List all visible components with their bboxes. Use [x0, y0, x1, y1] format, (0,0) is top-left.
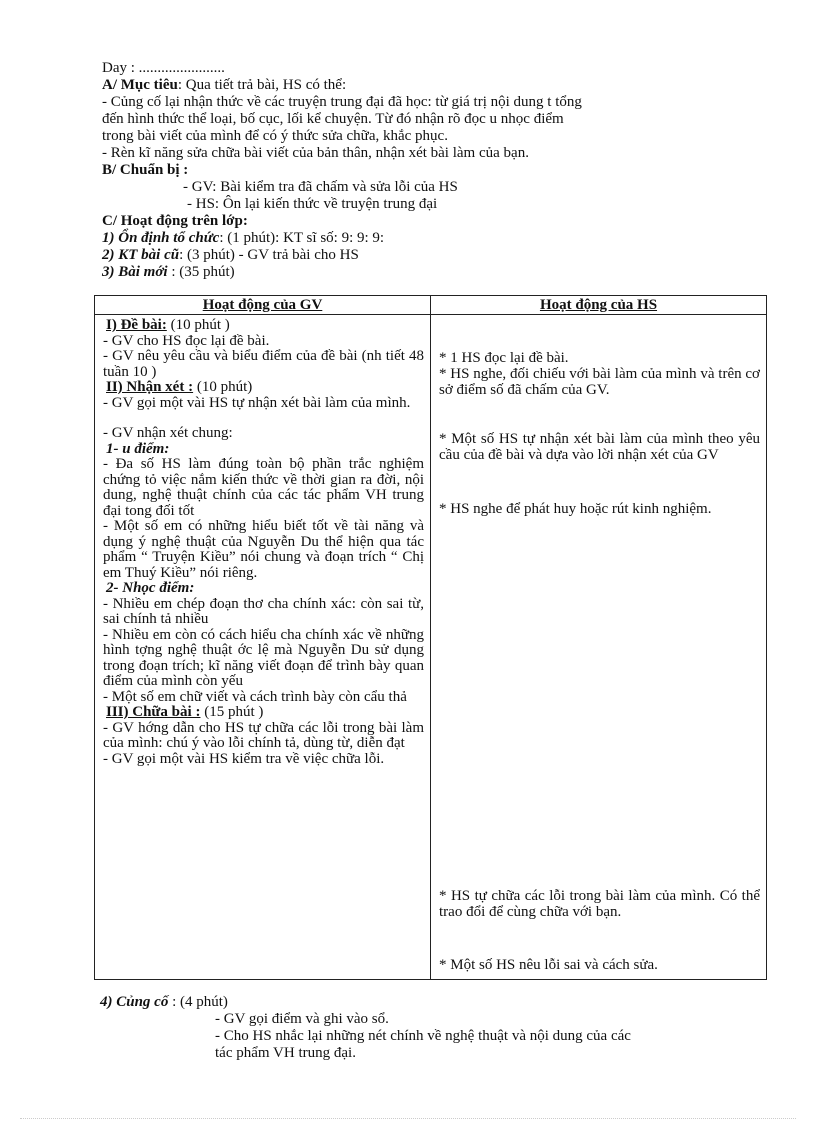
hs-a1: * 1 HS đọc lại đề bài.: [439, 350, 569, 366]
gv-section-i: [95, 318, 430, 334]
section-b-title: B/ Chuẩn bị :: [102, 162, 189, 178]
gv-nhuoc-3: - Một số em chữ viết và cách trình bày còn cẩu thả: [103, 688, 407, 705]
gv-ii-time: (10 phút): [193, 379, 253, 395]
gv-uu-1: - Đa số HS làm đúng toàn bộ phần trắc nghiệm chứng tỏ việc nắm kiến thức về thời gian ra đời, nội dung, nghệ thuật chính của các tác phẩm VH trung đại tong đối tốt: [103, 456, 424, 519]
section-4-title: 4) Củng cố: [100, 994, 169, 1010]
section-a-heading: [102, 77, 346, 94]
hs-a5: * HS tự chữa các lỗi trong bài làm của mình. Có thể trao đổi để cùng chữa với bạn.: [439, 888, 760, 920]
gv-ii-2: - GV nhận xét chung:: [103, 425, 233, 441]
section-4-heading: [100, 994, 228, 1011]
step2-label: 2) KT bài cũ: [102, 247, 180, 263]
section-b-gv: - GV: Bài kiểm tra đã chấm và sửa lỗi của HS: [183, 179, 458, 195]
hs-a6: * Một số HS nêu lỗi sai và cách sửa.: [439, 957, 658, 973]
hs-a2: * HS nghe, đối chiếu với bài làm của mình và trên cơ sở điểm số đã chấm của GV.: [439, 366, 760, 398]
activity-table: [94, 295, 767, 980]
step3-label: 3) Bài mới: [102, 264, 168, 280]
gv-i-title: I) Đề bài:: [106, 317, 167, 333]
gv-iii-2: - GV gọi một vài HS kiểm tra về việc chữa lỗi.: [103, 750, 385, 767]
section-a-line3: trong bài viết của mình để có ý thức sửa chữa, khắc phục.: [102, 128, 448, 144]
gv-ii-1: - GV gọi một vài HS tự nhận xét bài làm của mình.: [103, 394, 411, 411]
page-bottom-divider: [20, 1118, 796, 1119]
gv-iii-time: (15 phút ): [200, 704, 264, 720]
section-a-line1: - Củng cố lại nhận thức về các truyện trung đại đã học: từ giá trị nội dung t tổng: [102, 94, 582, 110]
gv-section-iii: [95, 705, 430, 721]
gv-nhuoc-2: - Nhiều em còn có cách hiểu cha chính xác về những hình tợng nghệ thuật ớc lệ mà Nguyễn Du sử dụng trong đoạn trích; kĩ năng viết đoạn để trình bày quan điểm của mình còn yếu: [103, 626, 424, 689]
col-header-gv: Hoạt động của GV: [95, 296, 431, 315]
gv-uu-2: - Một số em có những hiểu biết tốt về tài năng và dụng ý nghệ thuật của Nguyễn Du thể hiện qua tác phẩm “ Truyện Kiều” nói chung và đoạn trích “ Chị em Thuý Kiều” nói riêng.: [103, 518, 424, 581]
section-c-title: C/ Hoạt động trên lớp:: [102, 213, 248, 229]
step1-label: 1) Ổn định tổ chức: [102, 230, 220, 246]
section-a-title: A/ Mục tiêu: [102, 77, 178, 93]
gv-section-ii: [95, 380, 430, 396]
section-4-time: : (4 phút): [168, 994, 228, 1010]
hs-a3: * Một số HS tự nhận xét bài làm của mình theo yêu cầu của đề bài và dựa vào lời nhận xét của GV: [439, 431, 760, 463]
col-header-hs: Hoạt động của HS: [431, 296, 767, 315]
hs-column: [431, 315, 767, 980]
step3-rest: : (35 phút): [167, 264, 235, 280]
gv-i-1: - GV cho HS đọc lại đề bài.: [103, 332, 270, 349]
section-c-step2: [102, 247, 359, 264]
gv-iii-title: III) Chữa bài :: [106, 704, 201, 720]
section-4-line3: tác phẩm VH trung đại.: [215, 1045, 356, 1061]
step2-rest: : (3 phút) - GV trả bài cho HS: [179, 247, 359, 263]
section-c-step3: [102, 264, 235, 281]
section-b-hs: - HS: Ôn lại kiến thức về truyện trung đại: [187, 196, 438, 212]
step1-rest: : (1 phút): KT sĩ số: 9: 9: 9:: [219, 230, 385, 246]
gv-i-time: (10 phút ): [166, 317, 230, 333]
section-4-line1: - GV gọi điểm và ghi vào sổ.: [215, 1011, 389, 1027]
section-a-line2: đến hình thức thể loại, bố cục, lối kể chuyện. Từ đó nhận rõ đọc u nhọc điểm: [102, 111, 564, 127]
section-a-line4: - Rèn kĩ năng sửa chữa bài viết của bản thân, nhận xét bài làm của bạn.: [102, 145, 529, 161]
gv-ii-title: II) Nhận xét :: [106, 379, 194, 395]
hs-a4: * HS nghe để phát huy hoặc rút kinh nghiệm.: [439, 501, 712, 517]
section-4-line2: - Cho HS nhắc lại những nét chính về nghệ thuật và nội dung của các: [215, 1028, 631, 1044]
section-c-step1: [102, 230, 384, 247]
gv-uu-title: 1- u điểm:: [106, 440, 170, 457]
gv-iii-1: - GV hớng dẫn cho HS tự chữa các lỗi trong bài làm của mình: chú ý vào lỗi chính tả, dùng từ, diễn đạt: [103, 719, 424, 751]
section-a-intro: : Qua tiết trả bài, HS có thể:: [177, 77, 347, 93]
day-label: Day : .......................: [102, 60, 225, 76]
gv-nhuoc-1: - Nhiều em chép đoạn thơ cha chính xác: còn sai từ, sai chính tả nhiều: [103, 595, 424, 627]
gv-column: [95, 315, 431, 980]
gv-i-2: - GV nêu yêu cầu và biểu điểm của đề bài (nh tiết 48 tuần 10 ): [103, 348, 424, 380]
gv-nhuoc-title: 2- Nhọc điểm:: [106, 580, 195, 596]
